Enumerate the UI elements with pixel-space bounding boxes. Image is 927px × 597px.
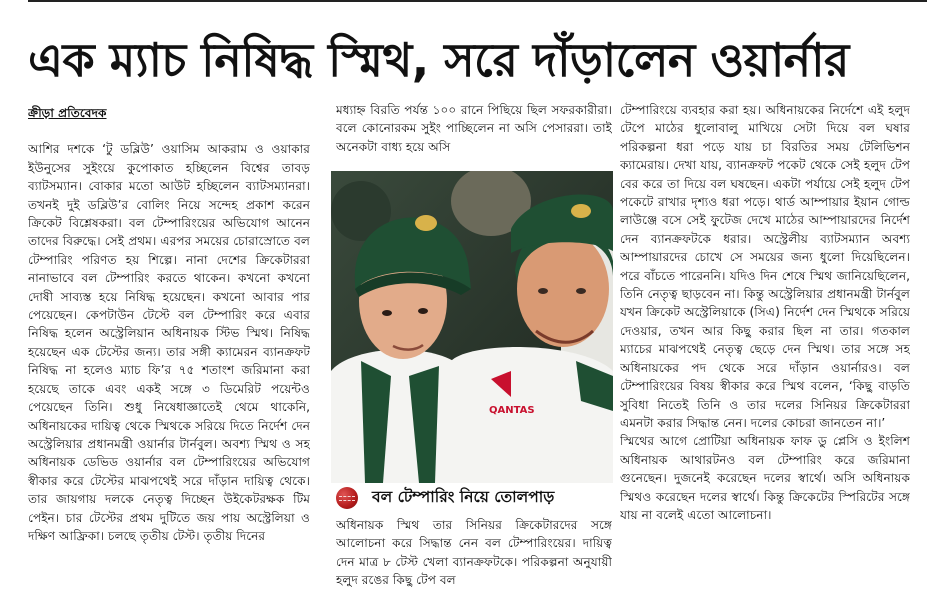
headline: এক ম্যাচ নিষিদ্ধ স্মিথ, সরে দাঁড়ালেন ওয়ার্নার <box>28 33 849 87</box>
article-column-2-top <box>336 101 612 171</box>
photo-caption <box>336 485 612 511</box>
article-column-3 <box>620 101 910 597</box>
cricketers-photo <box>331 171 613 483</box>
article-paragraph: স্মিথের আগে প্রোটিয়া অধিনায়ক ফাফ ডু প্লেসি ও ইংলিশ অধিনায়ক আথারটনও বল টেম্পারিং করে জরিমানা গুনেছেন। দুজনেই করেছেন দলের স্বার্থে। অসি অধিনায়ক স্মিথও করেছেন দলের স্বার্থে। কিন্তু ক্রিকেটের স্পিরিটের সঙ্গে যায় না বলেই এতো আলোচনা। <box>620 434 910 522</box>
article-paragraph: মধ্যাহ্ন বিরতি পর্যন্ত ১০০ রানে পিছিয়ে ছিল সফরকারীরা। বলে কোনোরকম সুইং পাচ্ছিলেন না অসি পেসাররা। তাই অনেকটা বাধ্য হয়ে অসি <box>336 103 612 154</box>
cricket-ball-icon <box>336 487 358 509</box>
left-cap-badge <box>415 215 437 231</box>
article-column-2-bottom <box>336 516 612 597</box>
sponsor-text: QANTAS <box>489 405 535 416</box>
top-rule <box>28 0 927 2</box>
right-cap-badge <box>571 204 591 218</box>
byline: ক্রীড়া প্রতিবেদক <box>28 106 107 120</box>
article-paragraph: টেম্পারিংয়ে ব্যবহার করা হয়। অধিনায়কের নির্দেশে এই হলুদ টেপে মাঠের ধুলোবালু মাখিয়ে সেটা দিয়ে বল ঘষার পরিকল্পনা ধরা পড়ে যায় চা বিরতির সময় টেলিভিশন ক্যামেরায়। দেখা যায়, ব্যানক্রফট পকেট থেকে সেই হলুদ টেপ বের করে তা দিয়ে বল ঘষছেন। একটা পর্যায়ে সেই হলুদ টেপ পকেটে রাখার দৃশ্যও ধরা পড়ে। থার্ড আম্পায়ার ইয়ান গোল্ড লাউঞ্জে বসে সেই ফুটেজ দেখে মাঠের আম্পায়ারদের নির্দেশ দেন ব্যানক্রফটকে ধরার। অস্ট্রেলীয় ব্যাটসম্যান অবশ্য আম্পায়ারদের চোখে সে সময়ের জন্য ধুলো দিয়েছিলেন। পরে বাঁচতে পারেননি। যদিও দিন শেষে স্মিথ জানিয়েছিলেন, তিনি নেতৃত্ব ছাড়বেন না। কিন্তু অস্ট্রেলিয়ার প্রধানমন্ত্রী টার্নবুল যখন ক্রিকেট অস্ট্রেলিয়াকে (সিএ) নির্দেশ দেন স্মিথকে সরিয়ে দেওয়ার, তখন আর কিছু করার ছিল না তার। গতকাল ম্যাচের মাঝপথেই নেতৃত্ব ছেড়ে দেন স্মিথ। তার সঙ্গে সহ অধিনায়কের পদ থেকে সরে দাঁড়ান ওয়ার্নারও। বল টেম্পারিংয়ের বিষয় স্বীকার করে স্মিথ বলেন, ‘কিছু বাড়তি সুবিধা নিতেই তিনি ও তার দলের সিনিয়র ক্রিকেটাররা এমনটা করার সিদ্ধান্ত নেন। দলের কোচরা জানতেন না।’ <box>620 103 910 430</box>
caption-text: বল টেম্পারিং নিয়ে তোলপাড় <box>372 488 555 506</box>
article-paragraph: আশির দশকে ‘টু ডব্লিউ’ ওয়াসিম আকরাম ও ওয়াকার ইউনুসের সুইংয়ে কুপোকাত হচ্ছিলেন বিশ্বের তাবড় ব্যাটসম্যান। বোকার মতো আউট হচ্ছিলেন ব্যাটসম্যানরা। তখনই দুই ডব্লিউ’র বোলিং নিয়ে সন্দেহ প্রকাশ করেন ক্রিকেট বিশ্লেষকরা। বল টেম্পারিংয়ের অভিযোগ আনেন তাদের বিরুদ্ধে। সেই প্রথম। এরপর সময়ের চোরাস্রোতে বল টেম্পারিং পরিণত হয় শিল্পে। নানা দেশের ক্রিকেটাররা নানাভাবে বল টেম্পারিং করতে থাকেন। কখনো কখনো দোষী সাব্যস্ত হয়ে নিষিদ্ধ হয়েছেন। কখনো আবার পার পেয়েছেন। কেপটাউন টেস্টে বল টেম্পারিং করে এবার নিষিদ্ধ হলেন অস্ট্রেলিয়ান অধিনায়ক স্টিভ স্মিথ। নিষিদ্ধ হয়েছেন এক টেস্টের জন্য। তার সঙ্গী ক্যামেরন ব্যানক্রফট নিষিদ্ধ না হলেও ম্যাচ ফি’র ৭৫ শতাংশ জরিমানা করা হয়েছে তাকে এবং একই সঙ্গে ৩ ডিমেরিট পয়েন্টও পেয়েছেন তিনি। শুধু নিষেধাজ্ঞাতেই থেমে থাকেনি, অধিনায়কের দায়িত্ব থেকে স্মিথকে সরিয়ে দিতে নির্দেশ দেন অস্ট্রেলিয়ার প্রধানমন্ত্রী ওয়ার্নার টার্নবুল। অবশ্য স্মিথ ও সহ অধিনায়ক ডেভিড ওয়ার্নার বল টেম্পারিংয়ের অভিযোগ স্বীকার করে টেস্টের মাঝপথেই সরে দাঁড়ান দায়িত্ব থেকে। তার জায়গায় দলকে নেতৃত্ব দিচ্ছেন উইকেটরক্ষক টিম পেইন। চার টেস্টের প্রথম দুটিতে জয় পায় অস্ট্রেলিয়া ও দক্ষিণ আফ্রিকা। চলছে তৃতীয় টেস্ট। তৃতীয় দিনের <box>28 142 310 543</box>
news-photo <box>331 171 613 483</box>
left-player-shirt <box>331 350 466 483</box>
article-paragraph: অধিনায়ক স্মিথ তার সিনিয়র ক্রিকেটারদের সঙ্গে আলোচনা করে সিদ্ধান্ত নেন বল টেম্পারিংয়ের। দায়িত্ব দেন মাত্র ৮ টেস্ট খেলা ব্যানক্রফটকে। পরিকল্পনা অনুযায়ী হলুদ রঙের কিছু টেপ বল <box>336 518 612 588</box>
article-column-1 <box>28 104 310 597</box>
